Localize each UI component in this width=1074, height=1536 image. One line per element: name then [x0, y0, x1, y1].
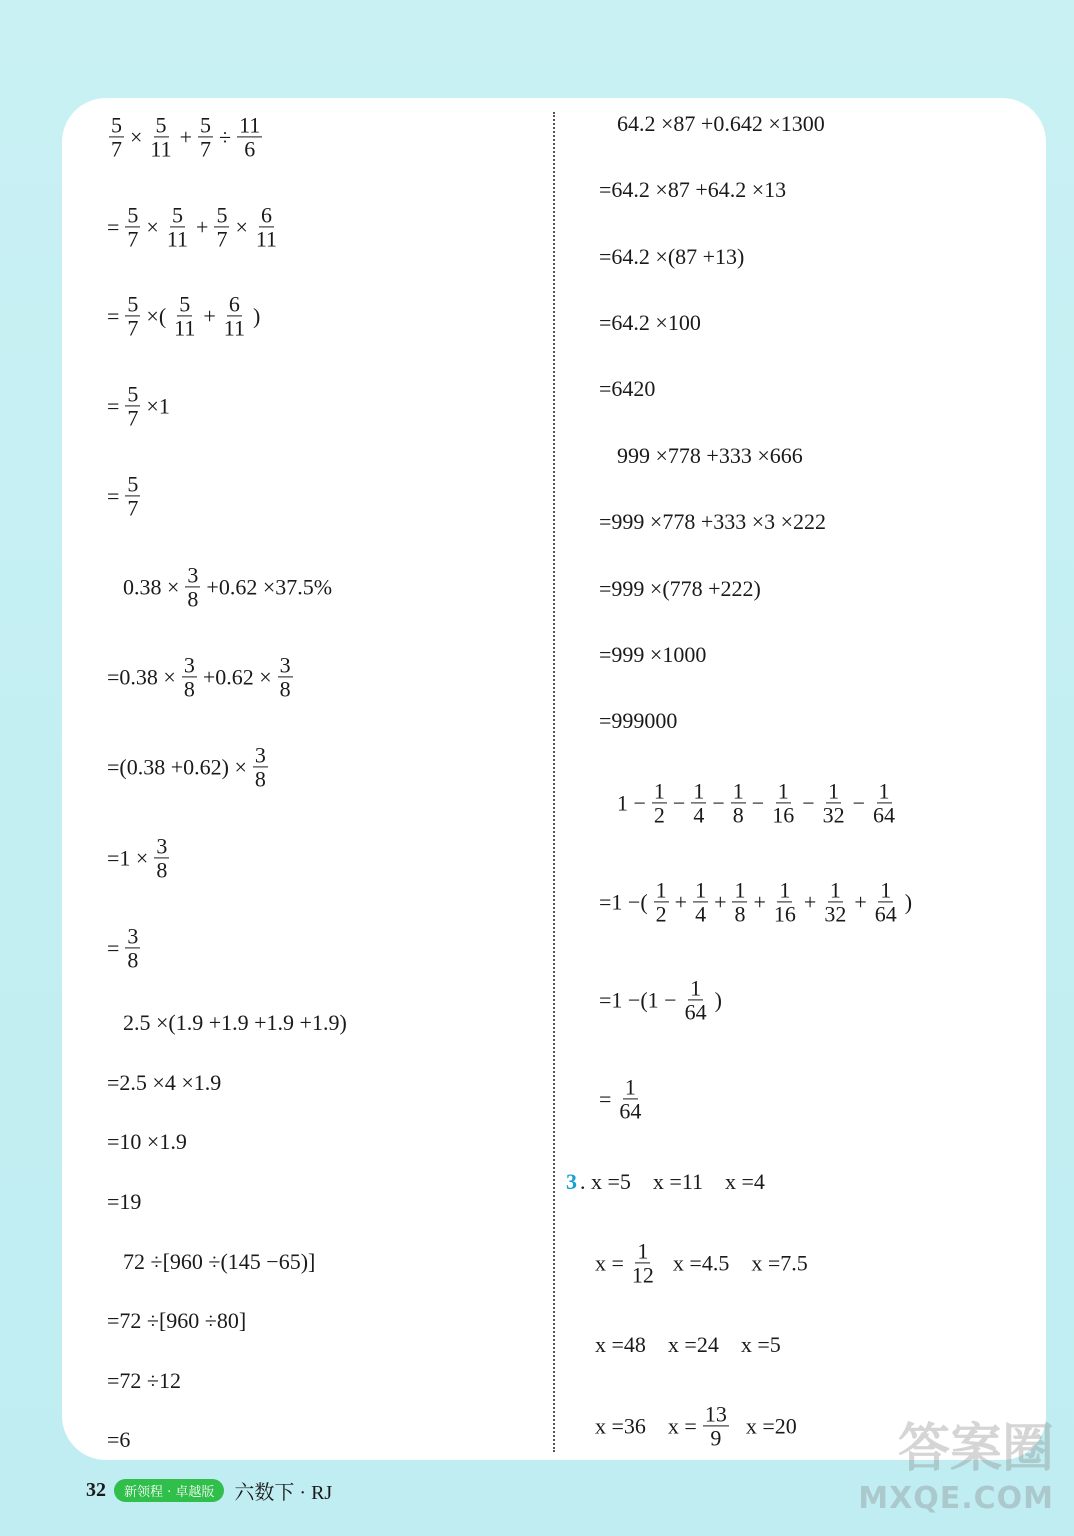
left-math-line — [104, 1308, 249, 1334]
numerator: 1 — [880, 877, 892, 903]
math-text: 999 ×778 +333 ×666 — [617, 443, 803, 468]
numerator: 1 — [777, 778, 789, 804]
left-math-line — [104, 1427, 133, 1453]
math-text: =64.2 ×87 +64.2 ×13 — [599, 177, 787, 202]
series-badge: 新领程 · 卓越版 — [114, 1479, 224, 1502]
fraction — [182, 653, 197, 700]
math-text: 2.5 ×(1.9 +1.9 +1.9 +1.9) — [123, 1010, 347, 1035]
math-text: + — [179, 124, 193, 149]
math-text: +0.62 × — [202, 664, 272, 689]
left-math-line — [104, 1368, 184, 1394]
numerator: 3 — [187, 562, 199, 588]
math-text: ÷ — [219, 124, 232, 149]
left-math-line — [106, 113, 265, 160]
left-math-line — [120, 563, 335, 610]
numerator: 5 — [171, 202, 183, 228]
denominator: 64 — [874, 901, 897, 927]
math-text: +0.62 ×37.5% — [206, 574, 333, 599]
numerator: 1 — [695, 877, 707, 903]
math-text: + — [196, 214, 209, 239]
math-text: = — [599, 1086, 612, 1111]
denominator: 8 — [156, 857, 168, 883]
numerator: 5 — [127, 291, 139, 317]
math-text: 0.38 × — [123, 574, 180, 599]
fraction — [821, 779, 847, 826]
denominator: 32 — [824, 901, 847, 927]
left-math-line — [104, 203, 282, 250]
left-math-line — [104, 1070, 224, 1096]
numerator: 1 — [829, 877, 841, 903]
math-text: + — [203, 303, 216, 328]
math-text: x = — [595, 1250, 624, 1275]
fraction — [125, 292, 140, 339]
denominator: 64 — [619, 1098, 642, 1124]
fraction — [165, 203, 190, 250]
right-math-line — [596, 376, 658, 402]
fraction — [617, 1075, 643, 1122]
math-text: =64.2 ×100 — [599, 310, 701, 335]
numerator: 13 — [704, 1401, 727, 1427]
math-text: x =48 x =24 x =5 — [595, 1332, 781, 1357]
fraction — [154, 834, 169, 881]
numerator: 3 — [279, 652, 291, 678]
math-text: x =20 — [734, 1413, 797, 1438]
math-text: ) — [714, 987, 722, 1012]
fraction — [822, 878, 848, 925]
fraction — [693, 878, 708, 925]
math-text: + — [753, 889, 766, 914]
fraction — [172, 292, 197, 339]
math-text: 1 − — [617, 790, 646, 815]
fraction — [770, 779, 796, 826]
math-text: + — [803, 889, 817, 914]
right-math-line — [596, 976, 725, 1023]
numerator: 5 — [127, 202, 139, 228]
numerator: 1 — [653, 778, 665, 804]
denominator: 7 — [127, 495, 139, 521]
page-number: 32 — [86, 1479, 106, 1501]
right-math-line — [592, 1239, 811, 1286]
fraction — [125, 203, 140, 250]
denominator: 8 — [127, 947, 139, 973]
math-text: =999 ×(778 +222) — [599, 576, 761, 601]
math-text: =72 ÷12 — [107, 1368, 181, 1393]
fraction — [703, 1402, 729, 1449]
watermark — [858, 1406, 1054, 1516]
left-math-line — [104, 834, 172, 881]
watermark-url: MXQE.COM — [858, 1481, 1054, 1516]
math-text: =1 × — [107, 845, 149, 870]
right-math-line — [592, 1402, 800, 1449]
denominator: 9 — [710, 1425, 722, 1451]
column-divider — [553, 112, 555, 1452]
left-math-line — [120, 1249, 318, 1275]
fraction — [253, 743, 268, 790]
fraction — [148, 113, 173, 160]
math-text: ×( — [146, 303, 167, 328]
denominator: 4 — [693, 802, 705, 828]
denominator: 11 — [150, 136, 172, 162]
denominator: 32 — [822, 802, 845, 828]
denominator: 7 — [200, 136, 212, 162]
denominator: 7 — [127, 315, 139, 341]
numerator: 1 — [693, 778, 705, 804]
right-math-line — [596, 642, 709, 668]
fraction — [109, 113, 124, 160]
numerator: 1 — [828, 778, 840, 804]
math-text: . x =5 x =11 x =4 — [580, 1169, 765, 1194]
math-text: = — [107, 214, 120, 239]
math-text: =1 −(1 − — [599, 987, 677, 1012]
right-math-line — [596, 878, 915, 925]
numerator: 6 — [260, 202, 272, 228]
right-math-line — [614, 779, 900, 826]
right-math-line — [596, 310, 704, 336]
fraction — [198, 113, 213, 160]
fraction — [237, 113, 262, 160]
denominator: 11 — [174, 315, 196, 341]
math-text: − — [751, 790, 765, 815]
math-text: = — [107, 483, 120, 508]
math-text: 64.2 ×87 +0.642 ×1300 — [617, 111, 825, 136]
math-text: =10 ×1.9 — [107, 1129, 187, 1154]
math-text: =999 ×1000 — [599, 642, 707, 667]
fraction — [254, 203, 279, 250]
numerator: 3 — [127, 923, 139, 949]
left-math-line — [104, 653, 296, 700]
math-text: =999000 — [599, 708, 678, 733]
math-text: = — [107, 393, 120, 418]
numerator: 3 — [156, 833, 168, 859]
math-text: × — [146, 214, 159, 239]
fraction — [873, 878, 899, 925]
math-text: − — [672, 790, 686, 815]
numerator: 1 — [734, 877, 746, 903]
math-text: =72 ÷[960 ÷80] — [107, 1308, 247, 1333]
left-math-line — [104, 1189, 144, 1215]
denominator: 8 — [732, 802, 744, 828]
denominator: 11 — [223, 315, 245, 341]
denominator: 64 — [684, 999, 707, 1025]
numerator: 5 — [155, 112, 167, 138]
denominator: 2 — [653, 802, 665, 828]
left-math-line — [104, 382, 173, 429]
math-text: = — [107, 935, 120, 960]
numerator: 5 — [179, 291, 191, 317]
left-math-line — [104, 924, 143, 971]
denominator: 12 — [631, 1262, 654, 1288]
fraction — [691, 779, 706, 826]
numerator: 1 — [624, 1074, 636, 1100]
right-math-line — [596, 244, 747, 270]
denominator: 8 — [183, 676, 195, 702]
numerator: 3 — [183, 652, 195, 678]
math-text: =19 — [107, 1189, 142, 1214]
fraction — [278, 653, 293, 700]
left-math-line — [104, 292, 263, 339]
fraction — [214, 203, 229, 250]
fraction — [125, 472, 140, 519]
denominator: 11 — [255, 226, 278, 252]
fraction — [731, 779, 746, 826]
denominator: 4 — [695, 901, 707, 927]
math-text: ) — [252, 303, 261, 328]
denominator: 8 — [734, 901, 746, 927]
fraction — [654, 878, 669, 925]
denominator: 11 — [166, 226, 189, 252]
denominator: 6 — [244, 136, 256, 162]
denominator: 8 — [254, 766, 266, 792]
math-text: ×1 — [146, 393, 170, 418]
watermark-main: 答案圈 — [897, 1419, 1054, 1479]
math-text: × — [130, 124, 143, 149]
math-text: x =4.5 x =7.5 — [661, 1250, 808, 1275]
right-math-line — [596, 177, 789, 203]
denominator: 7 — [127, 226, 139, 252]
math-text: × — [235, 214, 248, 239]
denominator: 7 — [127, 405, 139, 431]
fraction — [125, 382, 140, 429]
fraction — [185, 563, 200, 610]
math-text: =2.5 ×4 ×1.9 — [107, 1070, 222, 1095]
denominator: 16 — [772, 802, 795, 828]
numerator: 1 — [732, 778, 744, 804]
math-text: = — [107, 303, 120, 328]
numerator: 1 — [637, 1238, 649, 1264]
denominator: 7 — [216, 226, 228, 252]
math-text: + — [674, 889, 688, 914]
math-text: =(0.38 +0.62) × — [107, 754, 247, 779]
right-math-line — [596, 509, 829, 535]
math-text: + — [854, 889, 867, 914]
fraction — [125, 924, 140, 971]
denominator: 8 — [279, 676, 291, 702]
numerator: 1 — [690, 975, 702, 1001]
denominator: 16 — [773, 901, 796, 927]
numerator: 5 — [127, 471, 139, 497]
question-number: 3 — [566, 1169, 577, 1194]
right-math-line — [596, 1075, 646, 1122]
left-math-line — [104, 1129, 190, 1155]
numerator: 1 — [878, 778, 890, 804]
math-text: =6 — [107, 1427, 131, 1452]
math-text: =1 −( — [599, 889, 648, 914]
math-text: + — [714, 889, 727, 914]
denominator: 2 — [655, 901, 667, 927]
fraction — [772, 878, 798, 925]
math-text: − — [802, 790, 815, 815]
fraction — [222, 292, 247, 339]
numerator: 5 — [200, 112, 212, 138]
denominator: 8 — [187, 586, 199, 612]
subject-label: 六数下 · RJ — [234, 1482, 333, 1504]
numerator: 6 — [228, 291, 240, 317]
denominator: 7 — [111, 136, 122, 162]
fraction — [871, 779, 897, 826]
right-math-line — [596, 708, 680, 734]
right-math-line — [592, 1332, 784, 1358]
math-text: x =36 x = — [595, 1413, 697, 1438]
fraction — [683, 976, 709, 1023]
numerator: 5 — [111, 112, 122, 138]
left-math-line — [104, 472, 143, 519]
left-math-line — [120, 1010, 350, 1036]
fraction — [630, 1239, 656, 1286]
denominator: 64 — [873, 802, 896, 828]
right-math-line — [614, 111, 828, 137]
page-footer — [86, 1476, 332, 1505]
math-text: =6420 — [599, 376, 656, 401]
math-text: =999 ×778 +333 ×3 ×222 — [599, 509, 827, 534]
numerator: 5 — [127, 381, 139, 407]
math-text: =0.38 × — [107, 664, 176, 689]
numerator: 3 — [254, 742, 266, 768]
right-math-line — [566, 1169, 768, 1195]
right-math-line — [614, 443, 806, 469]
math-text: − — [712, 790, 725, 815]
math-text: ) — [904, 889, 913, 914]
numerator: 1 — [655, 877, 667, 903]
math-text: =64.2 ×(87 +13) — [599, 244, 745, 269]
fraction — [732, 878, 747, 925]
numerator: 11 — [239, 112, 261, 138]
math-text: 72 ÷[960 ÷(145 −65)] — [123, 1249, 316, 1274]
left-math-line — [104, 743, 271, 790]
fraction — [652, 779, 667, 826]
numerator: 1 — [779, 877, 791, 903]
math-text: − — [852, 790, 866, 815]
numerator: 5 — [216, 202, 228, 228]
right-math-line — [596, 576, 764, 602]
